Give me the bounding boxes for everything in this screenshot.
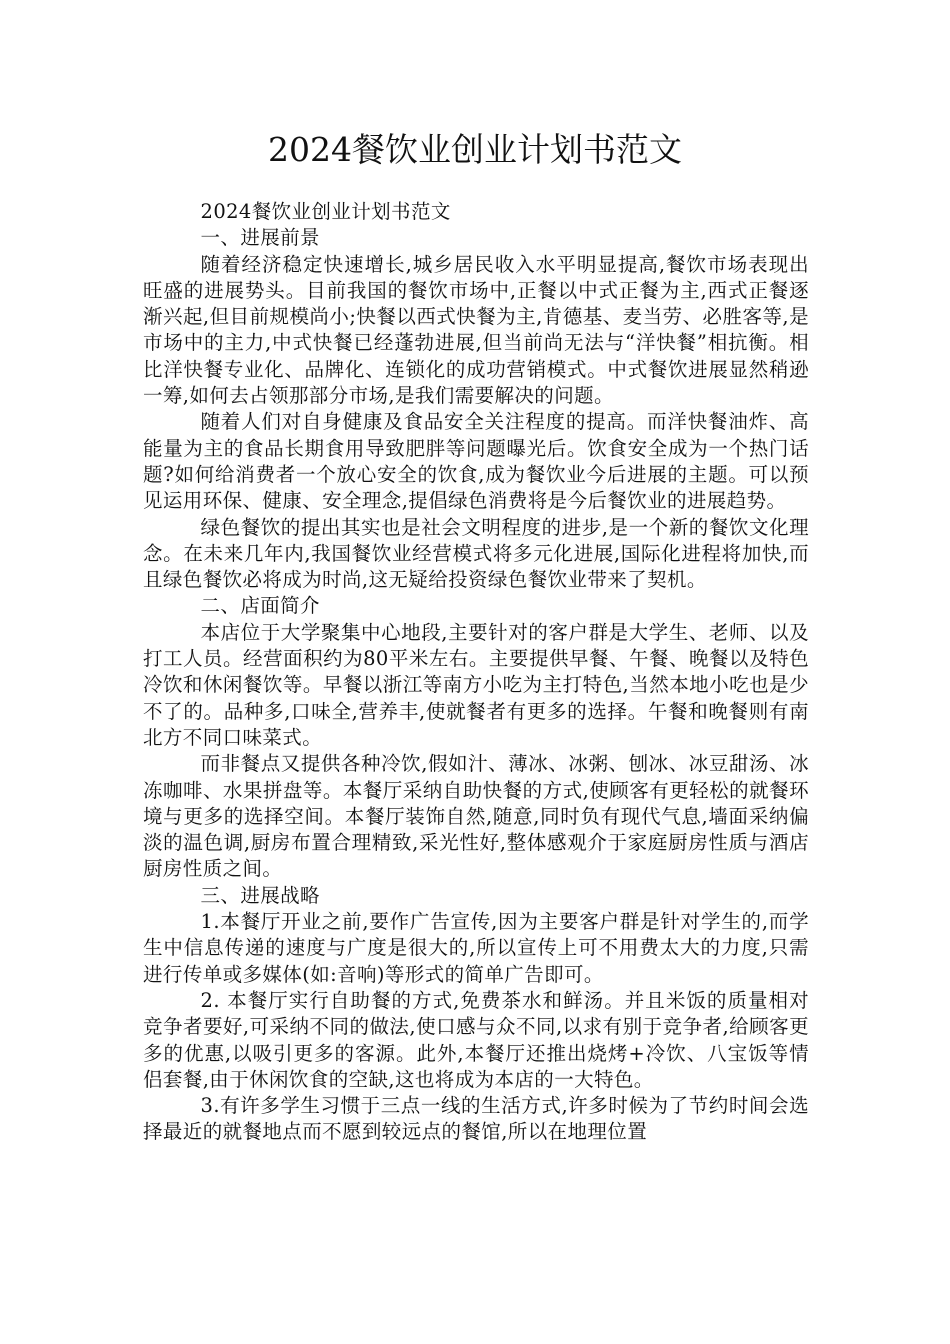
paragraph: 2. 本餐厅实行自助餐的方式,免费茶水和鲜汤。并且米饭的质量相对竞争者要好,可采纳不同的做法,使口感与众不同,以求有别于竞争者,给顾客更多的优惠,以吸引更多的客源。此外,本餐厅还推出烧烤+冷饮、八宝饭等情侣套餐,由于休闲饮食的空缺,这也将成为本店的一大特色。 [143, 988, 809, 1091]
paragraph: 绿色餐饮的提出其实也是社会文明程度的进步,是一个新的餐饮文化理念。在未来几年内,我国餐饮业经营模式将多元化进展,国际化进程将加快,而且绿色餐饮必将成为时尚,这无疑给投资绿色餐饮业带来了契机。 [143, 515, 809, 592]
paragraph: 本店位于大学聚集中心地段,主要针对的客户群是大学生、老师、以及打工人员。经营面积约为80平米左右。主要提供早餐、午餐、晚餐以及特色冷饮和休闲餐饮等。早餐以浙江等南方小吃为主打特色,当然本地小吃也是少不了的。品种多,口味全,营养丰,使就餐者有更多的选择。午餐和晚餐则有南北方不同口味菜式。 [143, 620, 809, 749]
paragraph: 而非餐点又提供各种冷饮,假如汁、薄冰、冰粥、刨冰、冰豆甜汤、冰冻咖啡、水果拼盘等。本餐厅采纳自助快餐的方式,使顾客有更轻松的就餐环境与更多的选择空间。本餐厅装饰自然,随意,同时负有现代气息,墙面采纳偏淡的温色调,厨房布置合理精致,采光性好,整体感观介于家庭厨房性质与酒店厨房性质之间。 [143, 752, 809, 881]
paragraph: 随着人们对自身健康及食品安全关注程度的提高。而洋快餐油炸、高能量为主的食品长期食用导致肥胖等问题曝光后。饮食安全成为一个热门话题?如何给消费者一个放心安全的饮食,成为餐饮业今后进展的主题。可以预见运用环保、健康、安全理念,提倡绿色消费将是今后餐饮业的进展趋势。 [143, 410, 809, 513]
section-heading-3: 三、进展战略 [200, 883, 320, 907]
paragraph: 随着经济稳定快速增长,城乡居民收入水平明显提高,餐饮市场表现出旺盛的进展势头。目前我国的餐饮市场中,正餐以中式正餐为主,西式正餐逐渐兴起,但目前规模尚小;快餐以西式快餐为主,肯德基、麦当劳、必胜客等,是市场中的主力,中式快餐已经蓬勃进展,但当前尚无法与“洋快餐”相抗衡。相比洋快餐专业化、品牌化、连锁化的成功营销模式。中式餐饮进展显然稍逊一筹,如何去占领那部分市场,是我们需要解决的问题。 [143, 252, 809, 408]
document-body [143, 199, 809, 1146]
paragraph: 3.有许多学生习惯于三点一线的生活方式,许多时候为了节约时间会选择最近的就餐地点而不愿到较远点的餐馆,所以在地理位置 [143, 1094, 809, 1144]
document-subtitle: 2024餐饮业创业计划书范文 [200, 200, 451, 223]
section-heading-1: 一、进展前景 [200, 226, 320, 250]
document-title: 2024餐饮业创业计划书范文 [268, 130, 682, 169]
paragraph: 1.本餐厅开业之前,要作广告宣传,因为主要客户群是针对学生的,而学生中信息传递的速度与广度是很大的,所以宣传上可不用费太大的力度,只需进行传单或多媒体(如:音响)等形式的简单广告即可。 [143, 910, 809, 986]
section-heading-2: 二、店面简介 [200, 594, 320, 618]
